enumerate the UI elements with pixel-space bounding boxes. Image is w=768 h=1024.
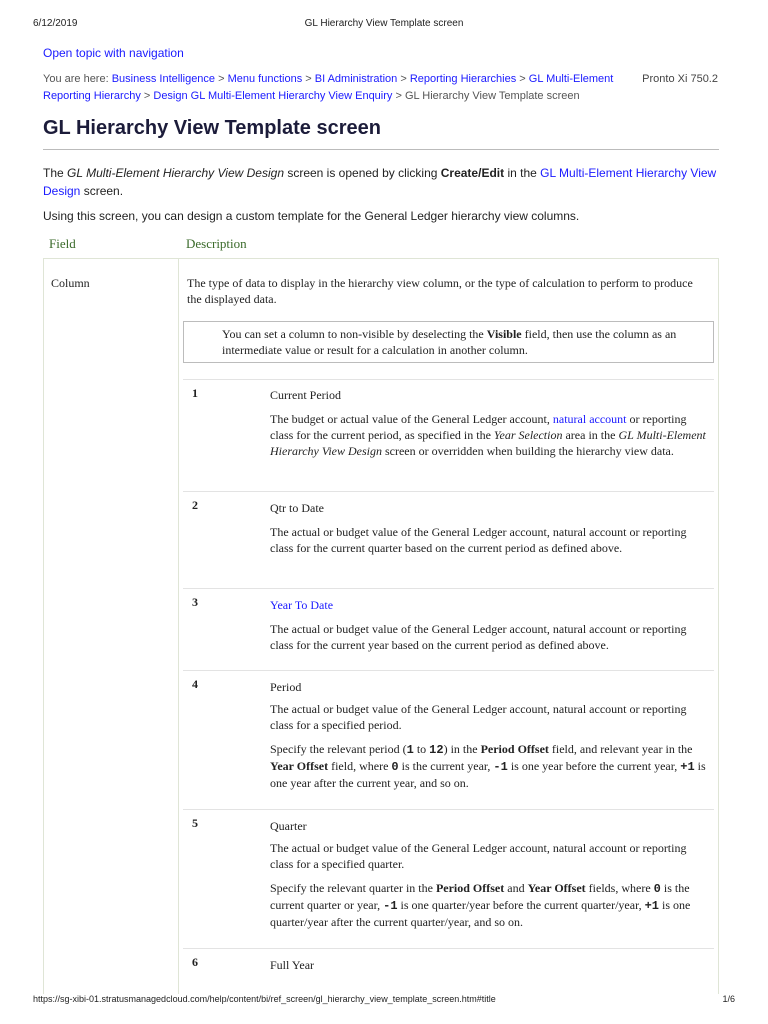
row-text-part: Specify the relevant period ( xyxy=(270,742,407,756)
breadcrumb xyxy=(43,71,618,105)
row-text xyxy=(270,741,710,791)
intro-text: screen. xyxy=(80,184,124,198)
row-text-part: to xyxy=(413,742,430,756)
field-description: The type of data to display in the hierarchy view column, or the type of calculation to perform to produce the displayed data. xyxy=(187,276,693,306)
row-divider xyxy=(183,379,714,380)
field-name: Column xyxy=(51,276,90,290)
print-url: https://sg-xibi-01.stratusmanagedcloud.com/help/content/bi/ref_screen/gl_hierarchy_view_template_screen.htm#title xyxy=(33,994,496,1004)
intro-design-screen-link[interactable]: GL Multi-Element Hierarchy View Design xyxy=(43,166,717,198)
intro-text: in the xyxy=(504,166,541,180)
row-title: Current Period xyxy=(270,388,341,402)
page-title: GL Hierarchy View Template screen xyxy=(43,117,381,139)
row-text-part: and xyxy=(504,881,528,895)
intro-text: The xyxy=(43,166,68,180)
row-text-part: Specify the relevant quarter in the xyxy=(270,881,436,895)
row-text-part: is one quarter/year after the current quarter/year, and so on. xyxy=(270,898,691,929)
row-number: 6 xyxy=(192,955,198,969)
row-text: The actual or budget value of the General Ledger account, natural account or reporting class for a specified quarter. xyxy=(270,841,687,871)
row-text-part: The budget or actual value of the General Ledger account, xyxy=(270,412,553,426)
row-title: Period xyxy=(270,680,302,694)
row-number: 4 xyxy=(192,677,198,691)
code-value: -1 xyxy=(383,899,398,913)
code-value: 0 xyxy=(653,882,661,896)
breadcrumb-business-intelligence[interactable]: Business Intelligence xyxy=(111,73,216,85)
print-header xyxy=(0,18,768,32)
code-value: 1 xyxy=(406,743,414,757)
breadcrumb-separator: > xyxy=(215,73,228,85)
breadcrumb-separator: > xyxy=(397,73,410,85)
breadcrumb-separator: > xyxy=(140,90,154,102)
row-title: Full Year xyxy=(270,958,315,972)
breadcrumb-reporting-hierarchies[interactable]: Reporting Hierarchies xyxy=(409,73,517,85)
row-text-italic: Year Selection xyxy=(493,428,563,442)
header-field: Field xyxy=(49,236,76,251)
year-to-date-link[interactable]: Year To Date xyxy=(270,598,334,612)
row-number: 2 xyxy=(192,498,198,512)
breadcrumb-separator: > xyxy=(302,73,315,85)
row-divider xyxy=(183,491,714,492)
note-part: field, then use the column as an intermediate value or result for a calculation in another column. xyxy=(222,327,677,357)
row-divider xyxy=(183,809,714,810)
row-text-part: area in the xyxy=(562,428,619,442)
row-text-part: or reporting class for the current period, as specified in the xyxy=(270,412,687,442)
breadcrumb-separator: > xyxy=(516,73,529,85)
page-number: 1/6 xyxy=(722,994,735,1004)
breadcrumb-separator: > xyxy=(392,90,405,102)
row-text-part: is the current year, xyxy=(398,759,494,773)
row-title: Quarter xyxy=(270,819,307,833)
breadcrumb-current: GL Hierarchy View Template screen xyxy=(404,90,580,102)
intro-button-name: Create/Edit xyxy=(440,166,505,180)
row-text-italic: GL Multi-Element Hierarchy View Design xyxy=(270,428,706,458)
row-title: Qtr to Date xyxy=(270,501,324,515)
field-ref: Year Offset xyxy=(270,759,329,773)
row-text-part: fields, where xyxy=(585,881,654,895)
row-text: The actual or budget value of the General Ledger account, natural account or reporting class for the current year based on the current period as defined above. xyxy=(270,622,687,652)
row-text: The actual or budget value of the General Ledger account, natural account or reporting class for the current quarter based on the current period as defined above. xyxy=(270,525,687,555)
row-text-part: is the current quarter or year, xyxy=(270,881,690,912)
column-divider xyxy=(178,259,179,994)
breadcrumb-menu-functions[interactable]: Menu functions xyxy=(227,73,303,85)
row-text xyxy=(270,880,710,930)
breadcrumb-design-view-enquiry[interactable]: Design GL Multi-Element Hierarchy View Enquiry xyxy=(153,90,393,102)
note-field-name: Visible xyxy=(486,327,522,341)
row-text-part: screen or overridden when building the hierarchy view data. xyxy=(381,444,674,458)
intro-text: screen is opened by clicking xyxy=(284,166,441,180)
print-footer xyxy=(0,994,768,1008)
intro-paragraph-2: Using this screen, you can design a custom template for the General Ledger hierarchy view columns. xyxy=(43,209,580,223)
row-divider xyxy=(183,670,714,671)
row-number: 1 xyxy=(192,386,198,400)
breadcrumb-bi-administration[interactable]: BI Administration xyxy=(314,73,398,85)
title-divider xyxy=(43,149,719,150)
row-text-part: is one year before the current year, xyxy=(507,759,681,773)
intro-paragraph xyxy=(43,164,719,200)
note-box xyxy=(183,321,714,363)
header-description: Description xyxy=(186,236,247,251)
field-ref: Period Offset xyxy=(480,742,549,756)
code-value: 12 xyxy=(429,743,444,757)
row-text-part: ) in the xyxy=(443,742,481,756)
breadcrumb-gl-multi-element-reporting-hierarchy[interactable]: GL Multi-Element Reporting Hierarchy xyxy=(43,73,614,102)
row-text-part: field, where xyxy=(328,759,392,773)
code-value: 0 xyxy=(391,760,399,774)
open-topic-link[interactable]: Open topic with navigation xyxy=(43,46,184,60)
row-text-part: field, and relevant year in the xyxy=(548,742,693,756)
row-text-part: is one quarter/year before the current quarter/year, xyxy=(397,898,645,912)
row-divider xyxy=(183,588,714,589)
row-text-part: is one year after the current year, and so on. xyxy=(270,759,706,790)
row-divider xyxy=(183,948,714,949)
natural-account-link[interactable]: natural account xyxy=(552,412,627,426)
code-value: +1 xyxy=(680,760,695,774)
field-table xyxy=(43,258,719,994)
note-text xyxy=(222,326,702,358)
breadcrumb-prefix: You are here: xyxy=(43,73,112,85)
code-value: +1 xyxy=(644,899,659,913)
print-date: 6/12/2019 xyxy=(33,18,78,29)
intro-screen-name: GL Multi-Element Hierarchy View Design xyxy=(67,166,284,180)
product-version: Pronto Xi 750.2 xyxy=(642,73,718,85)
field-ref: Period Offset xyxy=(435,881,505,895)
note-part: You can set a column to non-visible by deselecting the xyxy=(222,327,487,341)
print-title: GL Hierarchy View Template screen xyxy=(304,18,464,29)
field-ref: Year Offset xyxy=(527,881,586,895)
row-text xyxy=(270,411,710,459)
row-text: The actual or budget value of the General Ledger account, natural account or reporting class for a specified period. xyxy=(270,702,687,732)
row-number: 5 xyxy=(192,816,198,830)
table-header xyxy=(43,235,719,257)
code-value: -1 xyxy=(493,760,508,774)
row-number: 3 xyxy=(192,595,198,609)
